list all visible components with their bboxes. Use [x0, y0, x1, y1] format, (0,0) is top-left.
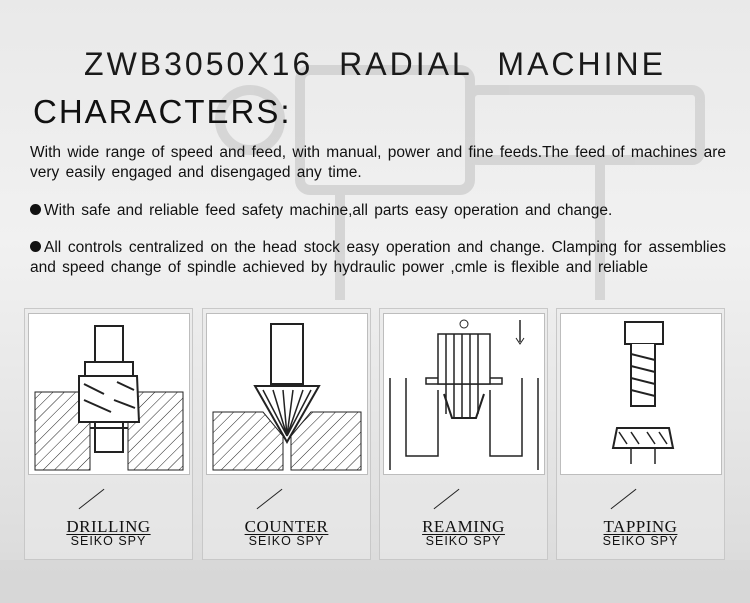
panel-label: DRILLING	[66, 517, 151, 536]
panel-label: COUNTER	[244, 517, 329, 536]
panel-label: REAMING	[422, 517, 505, 536]
divider-slash	[611, 489, 637, 509]
section-title: CHARACTERS:	[33, 93, 292, 130]
divider-slash	[434, 489, 460, 509]
panel-sublabel: SEIKO SPY	[70, 534, 147, 548]
panel-reaming	[379, 308, 548, 560]
panel-drilling	[24, 308, 193, 560]
panel-sublabel: SEIKO SPY	[602, 534, 679, 548]
operation-panels	[24, 308, 725, 560]
panel-label: TAPPING	[603, 517, 678, 536]
reaming-diagram-icon	[383, 313, 545, 475]
tapping-diagram-icon	[560, 313, 722, 475]
feature-paragraph-3	[30, 238, 726, 277]
feature-paragraph-2	[30, 201, 726, 221]
feature-text-2: With safe and reliable feed safety machine,all parts easy operation and change.	[44, 202, 613, 219]
panel-sublabel: SEIKO SPY	[248, 534, 325, 548]
page-title: ZWB3050X16 RADIAL MACHINE	[84, 46, 666, 82]
panel-sublabel: SEIKO SPY	[425, 534, 502, 548]
countersink-diagram-icon	[206, 313, 368, 475]
feature-text-3: All controls centralized on the head stock easy operation and change. Clamping for assemblies and speed change of spindle achieved by hydraulic power ,cmle is flexible and reliable	[30, 239, 726, 276]
bullet-icon	[30, 204, 41, 215]
feature-paragraph-1: With wide range of speed and feed, with manual, power and fine feeds.The feed of machines are very easily engaged and disengaged any time.	[30, 144, 726, 181]
drilling-diagram-icon	[28, 313, 190, 475]
panel-counter	[202, 308, 371, 560]
panel-tapping	[556, 308, 725, 560]
divider-slash	[257, 489, 283, 509]
divider-slash	[79, 489, 105, 509]
bullet-icon	[30, 241, 41, 252]
